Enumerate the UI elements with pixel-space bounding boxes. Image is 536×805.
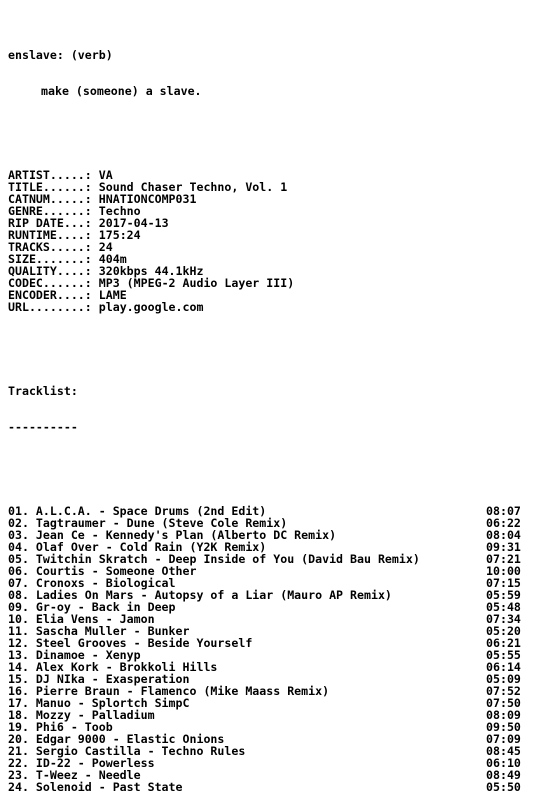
info-key: RIP DATE...: (8, 216, 92, 230)
track-duration: 08:09 (486, 708, 521, 722)
track-duration: 06:22 (486, 516, 521, 530)
track-title: 19. Phi6 - Toob (8, 720, 113, 734)
track-duration: 08:45 (486, 744, 521, 758)
tracklist-divider: ---------- (8, 420, 78, 434)
info-value: play.google.com (98, 300, 204, 314)
info-value: 404m (98, 252, 127, 266)
track-title: 12. Steel Grooves - Beside Yourself (8, 636, 253, 650)
blank-line (8, 121, 528, 133)
track-duration: 06:10 (486, 756, 521, 770)
info-key: SIZE.......: (8, 252, 92, 266)
track-duration: 05:20 (486, 624, 521, 638)
info-value: MP3 (MPEG-2 Audio Layer III) (98, 276, 295, 290)
nfo-document (8, 25, 528, 805)
info-value: VA (98, 168, 113, 182)
info-value: LAME (98, 288, 127, 302)
release-info (8, 169, 528, 313)
track-duration: 07:21 (486, 552, 521, 566)
info-key: TITLE......: (8, 180, 92, 194)
info-key: ENCODER....: (8, 288, 92, 302)
track-duration: 08:49 (486, 768, 521, 782)
info-key: GENRE......: (8, 204, 92, 218)
track-title: 11. Sascha Muller - Bunker (8, 624, 190, 638)
track-title: 16. Pierre Braun - Flamenco (Mike Maass Remix) (8, 684, 330, 698)
track-title: 24. Solenoid - Past State (8, 780, 183, 794)
track-title: 15. DJ NIka - Exasperation (8, 672, 190, 686)
info-key: RUNTIME....: (8, 228, 92, 242)
info-value: 24 (98, 240, 113, 254)
track-title: 14. Alex Kork - Brokkoli Hills (8, 660, 218, 674)
track-duration: 05:09 (486, 672, 521, 686)
track-duration: 07:09 (486, 732, 521, 746)
info-row (8, 301, 528, 313)
track-title: 08. Ladies On Mars - Autopsy of a Liar (Mauro AP Remix) (8, 588, 392, 602)
info-key: QUALITY....: (8, 264, 92, 278)
track-duration: 10:00 (486, 564, 521, 578)
info-key: CATNUM.....: (8, 192, 92, 206)
definition-meaning: make (someone) a slave. (41, 84, 202, 98)
track-duration: 05:48 (486, 600, 521, 614)
track-duration: 09:50 (486, 720, 521, 734)
track-duration: 07:52 (486, 684, 521, 698)
track-title: 01. A.L.C.A. - Space Drums (2nd Edit) (8, 504, 267, 518)
info-value: Techno (98, 204, 141, 218)
track-title: 23. T-Weez - Needle (8, 768, 141, 782)
track-title: 18. Mozzy - Palladium (8, 708, 155, 722)
track-title: 05. Twitchin Skratch - Deep Inside of You (David Bau Remix) (8, 552, 420, 566)
track-title: 02. Tagtraumer - Dune (Steve Cole Remix) (8, 516, 288, 530)
track-duration: 08:07 (486, 504, 521, 518)
info-key: CODEC......: (8, 276, 92, 290)
track-duration: 05:55 (486, 648, 521, 662)
tracklist (8, 505, 528, 793)
track-duration: 06:21 (486, 636, 521, 650)
track-title: 04. Olaf Over - Cold Rain (Y2K Remix) (8, 540, 267, 554)
track-row (8, 781, 528, 793)
track-duration: 05:59 (486, 588, 521, 602)
track-duration: 07:34 (486, 612, 521, 626)
track-title: 10. Elia Vens - Jamon (8, 612, 155, 626)
track-duration: 05:50 (486, 780, 521, 794)
info-value: 175:24 (98, 228, 141, 242)
info-value: 2017-04-13 (98, 216, 169, 230)
track-title: 21. Sergio Castilla - Techno Rules (8, 744, 246, 758)
track-title: 03. Jean Ce - Kennedy's Plan (Alberto DC Remix) (8, 528, 337, 542)
track-title: 20. Edgar 9000 - Elastic Onions (8, 732, 225, 746)
info-value: Sound Chaser Techno, Vol. 1 (98, 180, 288, 194)
track-title: 17. Manuo - Splortch SimpC (8, 696, 190, 710)
tracklist-heading: Tracklist: (8, 384, 78, 398)
info-key: ARTIST.....: (8, 168, 92, 182)
info-value: 320kbps 44.1kHz (98, 264, 204, 278)
definition-word: enslave: (verb) (8, 48, 113, 62)
info-value: HNATIONCOMP031 (98, 192, 197, 206)
track-title: 22. ID-22 - Powerless (8, 756, 155, 770)
track-duration: 09:31 (486, 540, 521, 554)
track-duration: 07:50 (486, 696, 521, 710)
track-title: 13. Dinamoe - Xenyp (8, 648, 141, 662)
track-title: 09. Gr-oy - Back in Deep (8, 600, 176, 614)
track-title: 07. Cronoxs - Biological (8, 576, 176, 590)
blank-line (8, 457, 528, 469)
blank-line (8, 349, 528, 361)
info-key: URL........: (8, 300, 92, 314)
track-duration: 07:15 (486, 576, 521, 590)
track-title: 06. Courtis - Someone Other (8, 564, 197, 578)
info-key: TRACKS.....: (8, 240, 92, 254)
track-duration: 06:14 (486, 660, 521, 674)
track-duration: 08:04 (486, 528, 521, 542)
